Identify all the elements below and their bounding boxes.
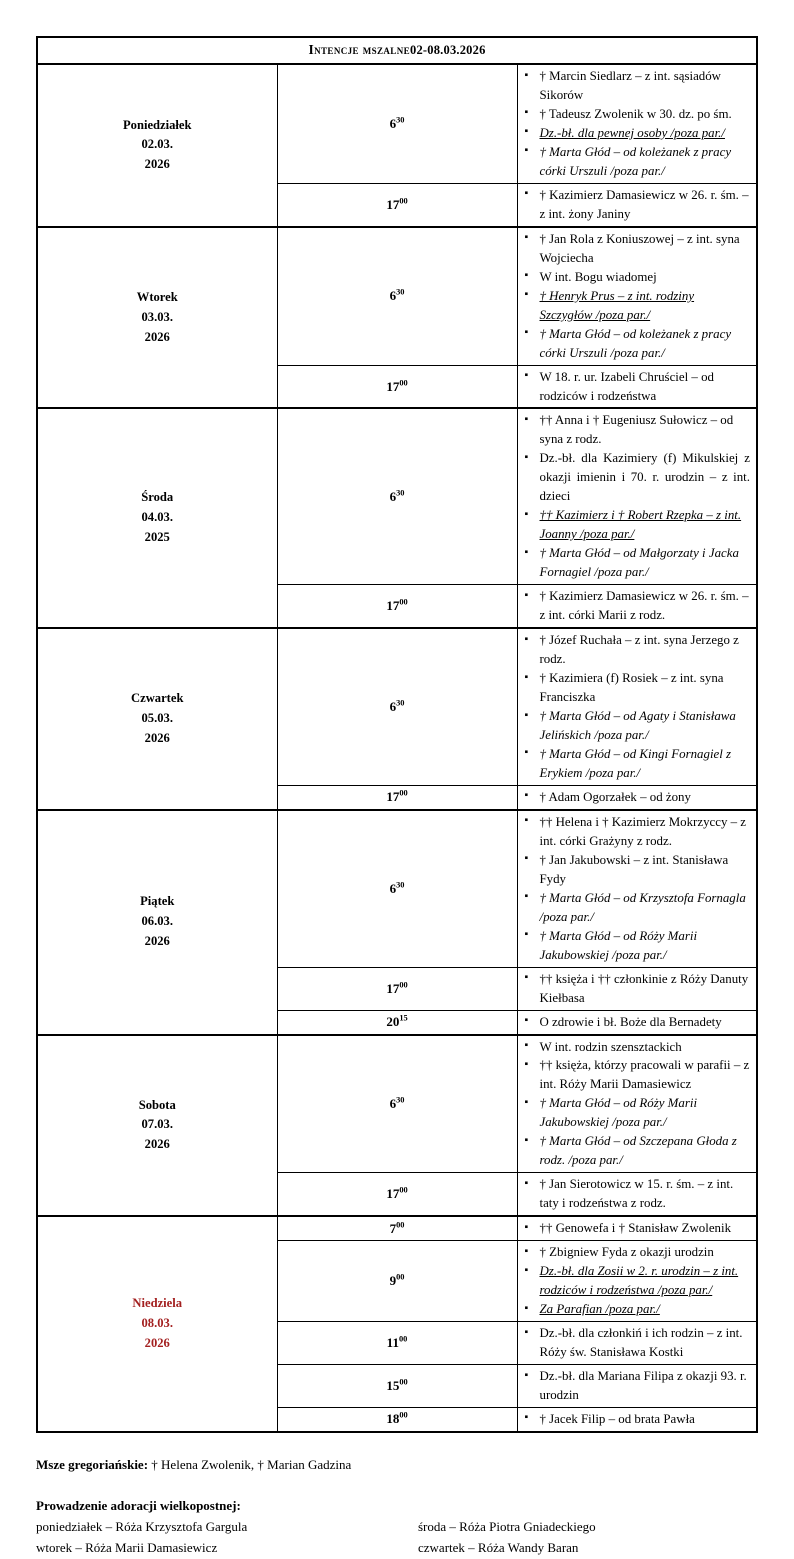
title-row xyxy=(37,37,757,64)
mass-time-hour: 20 xyxy=(386,1014,400,1030)
intention-text: † Marta Głód – od Agaty i Stanisława Jelińskich /poza par./ xyxy=(539,709,736,742)
intention-text: W int. Bogu wiadomej xyxy=(539,269,657,284)
day-name: Sobota xyxy=(138,1097,176,1112)
mass-intentions-table xyxy=(36,36,758,1433)
intentions-cell xyxy=(517,64,757,183)
mass-time-hour: 15 xyxy=(386,1377,400,1393)
intention-text: † Marta Głód – od koleżanek z pracy córki Urszuli /poza par./ xyxy=(539,326,732,360)
intention-item xyxy=(520,669,751,707)
table-row xyxy=(37,408,757,584)
mass-time-minutes: 00 xyxy=(399,980,408,990)
mass-time-hour: 17 xyxy=(386,598,400,614)
intention-text: †† księża, którzy pracowali w parafii – z int. Róży Marii Damasiewicz xyxy=(539,1058,750,1092)
gregorian-masses-value: † Helena Zwolenik, † Marian Gadzina xyxy=(148,1456,352,1472)
mass-time-hour: 6 xyxy=(389,699,397,714)
intention-item xyxy=(520,287,751,325)
mass-time xyxy=(277,967,517,1010)
intention-item xyxy=(520,105,751,124)
table-row xyxy=(37,227,757,365)
day-date: 07.03. xyxy=(141,1117,173,1132)
intention-text: Dz.-bł. dla Mariana Filipa z okazji 93. r. urodzin xyxy=(539,1369,747,1402)
intention-text: † Jacek Filip – od brata Pawła xyxy=(539,1411,695,1426)
intentions-list xyxy=(520,368,751,406)
document-page xyxy=(36,36,758,1559)
intention-text: †† Anna i † Eugeniusz Sułowicz – od syna z rodz. xyxy=(539,413,734,447)
day-name: Środa xyxy=(141,490,174,505)
intention-text: † Jan Rola z Koniuszowej – z int. syna Wojciecha xyxy=(539,231,740,265)
intention-item xyxy=(520,1056,751,1094)
mass-time xyxy=(277,810,517,967)
mass-time xyxy=(277,1173,517,1216)
intention-text: †† Kazimierz i † Robert Rzepka – z int. Joanny /poza par./ xyxy=(539,508,742,542)
intention-text: †† Helena i † Kazimierz Mokrzyccy – z int. córki Grażyny z rodz. xyxy=(539,814,747,848)
intention-item xyxy=(520,268,751,287)
mass-time xyxy=(277,365,517,408)
day-date: 03.03. xyxy=(141,309,173,324)
intention-item xyxy=(520,1094,751,1132)
intentions-cell xyxy=(517,183,757,226)
intentions-cell xyxy=(517,585,757,628)
intention-text: Dz.-bł. dla pewnej osoby /poza par./ xyxy=(539,125,725,140)
day-cell-2 xyxy=(37,227,277,409)
intention-item xyxy=(520,788,751,807)
mass-time xyxy=(277,1010,517,1034)
mass-time xyxy=(277,183,517,226)
intention-item xyxy=(520,851,751,889)
intention-text: † Józef Ruchała – z int. syna Jerzego z rodz. xyxy=(539,633,739,667)
intention-item xyxy=(520,124,751,143)
day-year: 2026 xyxy=(144,1336,170,1350)
intentions-list xyxy=(520,1324,751,1362)
intention-item xyxy=(520,230,751,268)
day-name: Poniedziałek xyxy=(122,117,192,132)
day-name: Piątek xyxy=(140,894,175,909)
table-row xyxy=(37,810,757,967)
intentions-list xyxy=(520,1175,751,1213)
intentions-cell xyxy=(517,408,757,584)
intentions-cell xyxy=(517,1407,757,1431)
title-dates: 02-08.03.2026 xyxy=(410,43,486,57)
intentions-cell xyxy=(517,227,757,365)
intention-text: Dz.-bł. dla Kazimiery (f) Mikulskiej z okazji imienin i 70. r. urodzin – z int. dzieci xyxy=(539,451,750,504)
intention-item xyxy=(520,1038,751,1057)
intention-text: † Jan Jakubowski – z int. Stanisława Fydy xyxy=(539,852,729,886)
mass-time-minutes: 30 xyxy=(396,488,405,498)
day-date: 08.03. xyxy=(141,1316,173,1331)
day-date: 04.03. xyxy=(141,510,173,525)
intentions-cell xyxy=(517,1035,757,1173)
day-date: 05.03. xyxy=(141,711,173,726)
intentions-list xyxy=(520,970,751,1008)
intention-item xyxy=(520,67,751,105)
mass-time-minutes: 00 xyxy=(399,378,408,388)
mass-time-hour: 17 xyxy=(386,980,400,996)
mass-time-minutes: 00 xyxy=(396,1272,405,1282)
intention-text: † Marta Głód – od Kingi Fornagiel z Erykiem /poza par./ xyxy=(539,746,732,780)
intention-text: O zdrowie i bł. Boże dla Bernadety xyxy=(539,1014,722,1029)
day-year: 2025 xyxy=(144,530,170,545)
day-year: 2026 xyxy=(144,730,170,745)
mass-time-minutes: 30 xyxy=(396,115,405,125)
intention-item xyxy=(520,186,751,224)
table-body xyxy=(37,37,757,1432)
intention-text: † Marta Głód – od koleżanek z pracy córki Urszuli /poza par./ xyxy=(539,144,732,178)
intention-text: † Marcin Siedlarz – z int. sąsiadów Sikorów xyxy=(539,69,721,102)
mass-time xyxy=(277,628,517,785)
adoration-row-left: poniedziałek – Róża Krzysztofa Gargula xyxy=(36,1519,248,1535)
day-date: 02.03. xyxy=(141,137,173,152)
intention-item xyxy=(520,1262,751,1300)
intentions-cell xyxy=(517,365,757,408)
mass-time xyxy=(277,785,517,809)
day-cell-6 xyxy=(37,1035,277,1217)
adoration-heading: Prowadzenie adoracji wielkopostnej: xyxy=(36,1498,241,1514)
intention-text: † Kazimierz Damasiewicz w 26. r. śm. – z int. żony Janiny xyxy=(539,187,749,221)
mass-time xyxy=(277,227,517,365)
intentions-cell xyxy=(517,1010,757,1034)
day-cell-4 xyxy=(37,628,277,810)
intention-item xyxy=(520,368,751,406)
intentions-list xyxy=(520,1013,751,1032)
mass-time-hour: 6 xyxy=(389,288,397,304)
adoration-schedule xyxy=(36,1516,758,1558)
mass-time xyxy=(277,1407,517,1431)
intention-text: Dz.-bł. dla członkiń i ich rodzin – z int. Róży św. Stanisława Kostki xyxy=(539,1326,743,1360)
mass-time-minutes: 00 xyxy=(396,1220,405,1230)
intention-item xyxy=(520,1367,751,1405)
mass-time-hour: 17 xyxy=(386,196,400,212)
table-row xyxy=(37,1035,757,1173)
mass-time-hour: 18 xyxy=(386,1411,400,1427)
day-date: 06.03. xyxy=(141,914,173,929)
intention-text: † Tadeusz Zwolenik w 30. dz. po śm. xyxy=(539,106,732,121)
mass-time-minutes: 30 xyxy=(396,287,405,297)
intentions-list xyxy=(520,587,751,625)
day-cell-5 xyxy=(37,810,277,1035)
mass-time-minutes: 00 xyxy=(399,789,408,799)
mass-time-hour: 17 xyxy=(386,1186,400,1202)
intentions-list xyxy=(520,1367,751,1405)
mass-time-minutes: 00 xyxy=(399,1377,408,1387)
day-cell-7 xyxy=(37,1216,277,1432)
mass-time-minutes: 30 xyxy=(396,880,405,890)
mass-time-hour: 17 xyxy=(386,789,400,805)
intention-text: Dz.-bł. dla Zosii w 2. r. urodzin – z int. rodziców i rodzeństwa /poza par./ xyxy=(539,1264,739,1298)
intention-item xyxy=(520,1243,751,1262)
intention-item xyxy=(520,1410,751,1429)
intentions-list xyxy=(520,631,751,783)
mass-time xyxy=(277,585,517,628)
day-name: Czwartek xyxy=(131,691,184,706)
intention-text: † Marta Głód – od Róży Marii Jakubowskiej /poza par./ xyxy=(539,928,698,962)
intentions-list xyxy=(520,1410,751,1429)
intention-item xyxy=(520,1013,751,1032)
adoration-row-right: czwartek – Róża Wandy Baran xyxy=(418,1540,579,1556)
mass-time-minutes: 30 xyxy=(396,698,405,708)
mass-time-minutes: 00 xyxy=(399,196,408,206)
intention-text: † Jan Sierotowicz w 15. r. śm. – z int. taty i rodzeństwa z rodz. xyxy=(539,1177,734,1211)
intention-text: † Kazimiera (f) Rosiek – z int. syna Franciszka xyxy=(539,671,724,705)
day-year: 2026 xyxy=(144,329,170,344)
mass-time-hour: 9 xyxy=(389,1273,397,1289)
intention-text: W 18. r. ur. Izabeli Chruściel – od rodziców i rodzeństwa xyxy=(539,369,714,403)
intentions-cell xyxy=(517,1365,757,1408)
intentions-cell xyxy=(517,1173,757,1216)
gregorian-masses-label: Msze gregoriańskie: xyxy=(36,1456,149,1472)
intention-text: †† Genowefa i † Stanisław Zwolenik xyxy=(539,1221,732,1236)
intentions-list xyxy=(520,788,751,807)
intentions-list xyxy=(520,1243,751,1319)
intention-item xyxy=(520,631,751,669)
mass-time-hour: 6 xyxy=(389,488,397,504)
intention-text: W int. rodzin szensztackich xyxy=(539,1039,682,1054)
mass-time xyxy=(277,1035,517,1173)
intention-item xyxy=(520,927,751,965)
intention-item xyxy=(520,506,751,544)
intention-item xyxy=(520,325,751,363)
intention-item xyxy=(520,411,751,449)
intention-text: †† księża i †† członkinie z Róży Danuty Kiełbasa xyxy=(539,971,749,1005)
intentions-list xyxy=(520,1219,751,1238)
intentions-cell xyxy=(517,628,757,785)
intention-item xyxy=(520,143,751,181)
intention-item xyxy=(520,1219,751,1238)
mass-time xyxy=(277,408,517,584)
intentions-list xyxy=(520,411,751,582)
mass-time xyxy=(277,1322,517,1365)
mass-time-minutes: 00 xyxy=(399,1185,408,1195)
intention-item xyxy=(520,813,751,851)
day-cell-1 xyxy=(37,64,277,227)
adoration-row-left: wtorek – Róża Marii Damasiewicz xyxy=(36,1540,218,1556)
mass-time-minutes: 15 xyxy=(399,1013,408,1023)
mass-time-hour: 7 xyxy=(389,1220,397,1236)
table-row xyxy=(37,64,757,183)
intention-item xyxy=(520,1300,751,1319)
intention-text: † Marta Głód – od Róży Marii Jakubowskiej /poza par./ xyxy=(539,1096,698,1130)
day-cell-3 xyxy=(37,408,277,628)
day-name: Wtorek xyxy=(136,289,178,304)
intentions-list xyxy=(520,67,751,181)
table-row xyxy=(37,628,757,785)
day-name: Niedziela xyxy=(132,1296,183,1311)
intentions-list xyxy=(520,1038,751,1171)
intention-item xyxy=(520,1175,751,1213)
mass-time-hour: 11 xyxy=(386,1335,399,1351)
mass-time xyxy=(277,1241,517,1322)
mass-time-minutes: 00 xyxy=(399,1411,408,1421)
intentions-list xyxy=(520,813,751,965)
intentions-list xyxy=(520,230,751,363)
document-title xyxy=(37,37,757,64)
day-year: 2026 xyxy=(144,157,170,172)
intentions-cell xyxy=(517,1322,757,1365)
intention-item xyxy=(520,1324,751,1362)
intentions-cell xyxy=(517,785,757,809)
mass-time xyxy=(277,1216,517,1240)
intention-item xyxy=(520,449,751,506)
mass-time xyxy=(277,64,517,183)
footer-section xyxy=(36,1455,758,1559)
intention-text: † Marta Głód – od Małgorzaty i Jacka Fornagiel /poza par./ xyxy=(539,546,739,580)
mass-time-minutes: 00 xyxy=(399,597,408,607)
adoration-row-right: środa – Róża Piotra Gniadeckiego xyxy=(418,1519,596,1535)
intentions-cell xyxy=(517,967,757,1010)
intentions-cell xyxy=(517,810,757,967)
intention-text: † Zbigniew Fyda z okazji urodzin xyxy=(539,1245,714,1260)
intention-text: † Adam Ogorzałek – od żony xyxy=(539,789,691,804)
intention-text: Za Parafian /poza par./ xyxy=(539,1302,660,1317)
intentions-cell xyxy=(517,1216,757,1240)
mass-time-hour: 6 xyxy=(389,880,397,896)
mass-time xyxy=(277,1365,517,1408)
intention-item xyxy=(520,1132,751,1170)
table-row xyxy=(37,1216,757,1240)
intentions-cell xyxy=(517,1241,757,1322)
mass-time-minutes: 30 xyxy=(396,1095,405,1105)
gregorian-masses-line xyxy=(36,1455,758,1475)
day-year: 2026 xyxy=(144,934,170,949)
intention-text: † Henryk Prus – z int. rodziny Szczygłów /poza par./ xyxy=(539,288,695,322)
intention-item xyxy=(520,745,751,783)
intention-text: † Marta Głód – od Szczepana Głoda z rodz. /poza par./ xyxy=(539,1134,737,1168)
intention-item xyxy=(520,707,751,745)
intention-text: † Kazimierz Damasiewicz w 26. r. śm. – z int. córki Marii z rodz. xyxy=(539,589,749,623)
intention-item xyxy=(520,587,751,625)
mass-time-hour: 6 xyxy=(389,1095,397,1111)
intention-item xyxy=(520,889,751,927)
intention-item xyxy=(520,970,751,1008)
day-year: 2026 xyxy=(144,1137,170,1152)
intention-text: † Marta Głód – od Krzysztofa Fornagla /poza par./ xyxy=(539,890,746,924)
mass-time-hour: 6 xyxy=(389,115,397,131)
mass-time-minutes: 00 xyxy=(398,1334,408,1344)
mass-time-hour: 17 xyxy=(386,378,400,394)
intentions-list xyxy=(520,186,751,224)
title-prefix: Intencje mszalne xyxy=(308,42,411,57)
intention-item xyxy=(520,544,751,582)
